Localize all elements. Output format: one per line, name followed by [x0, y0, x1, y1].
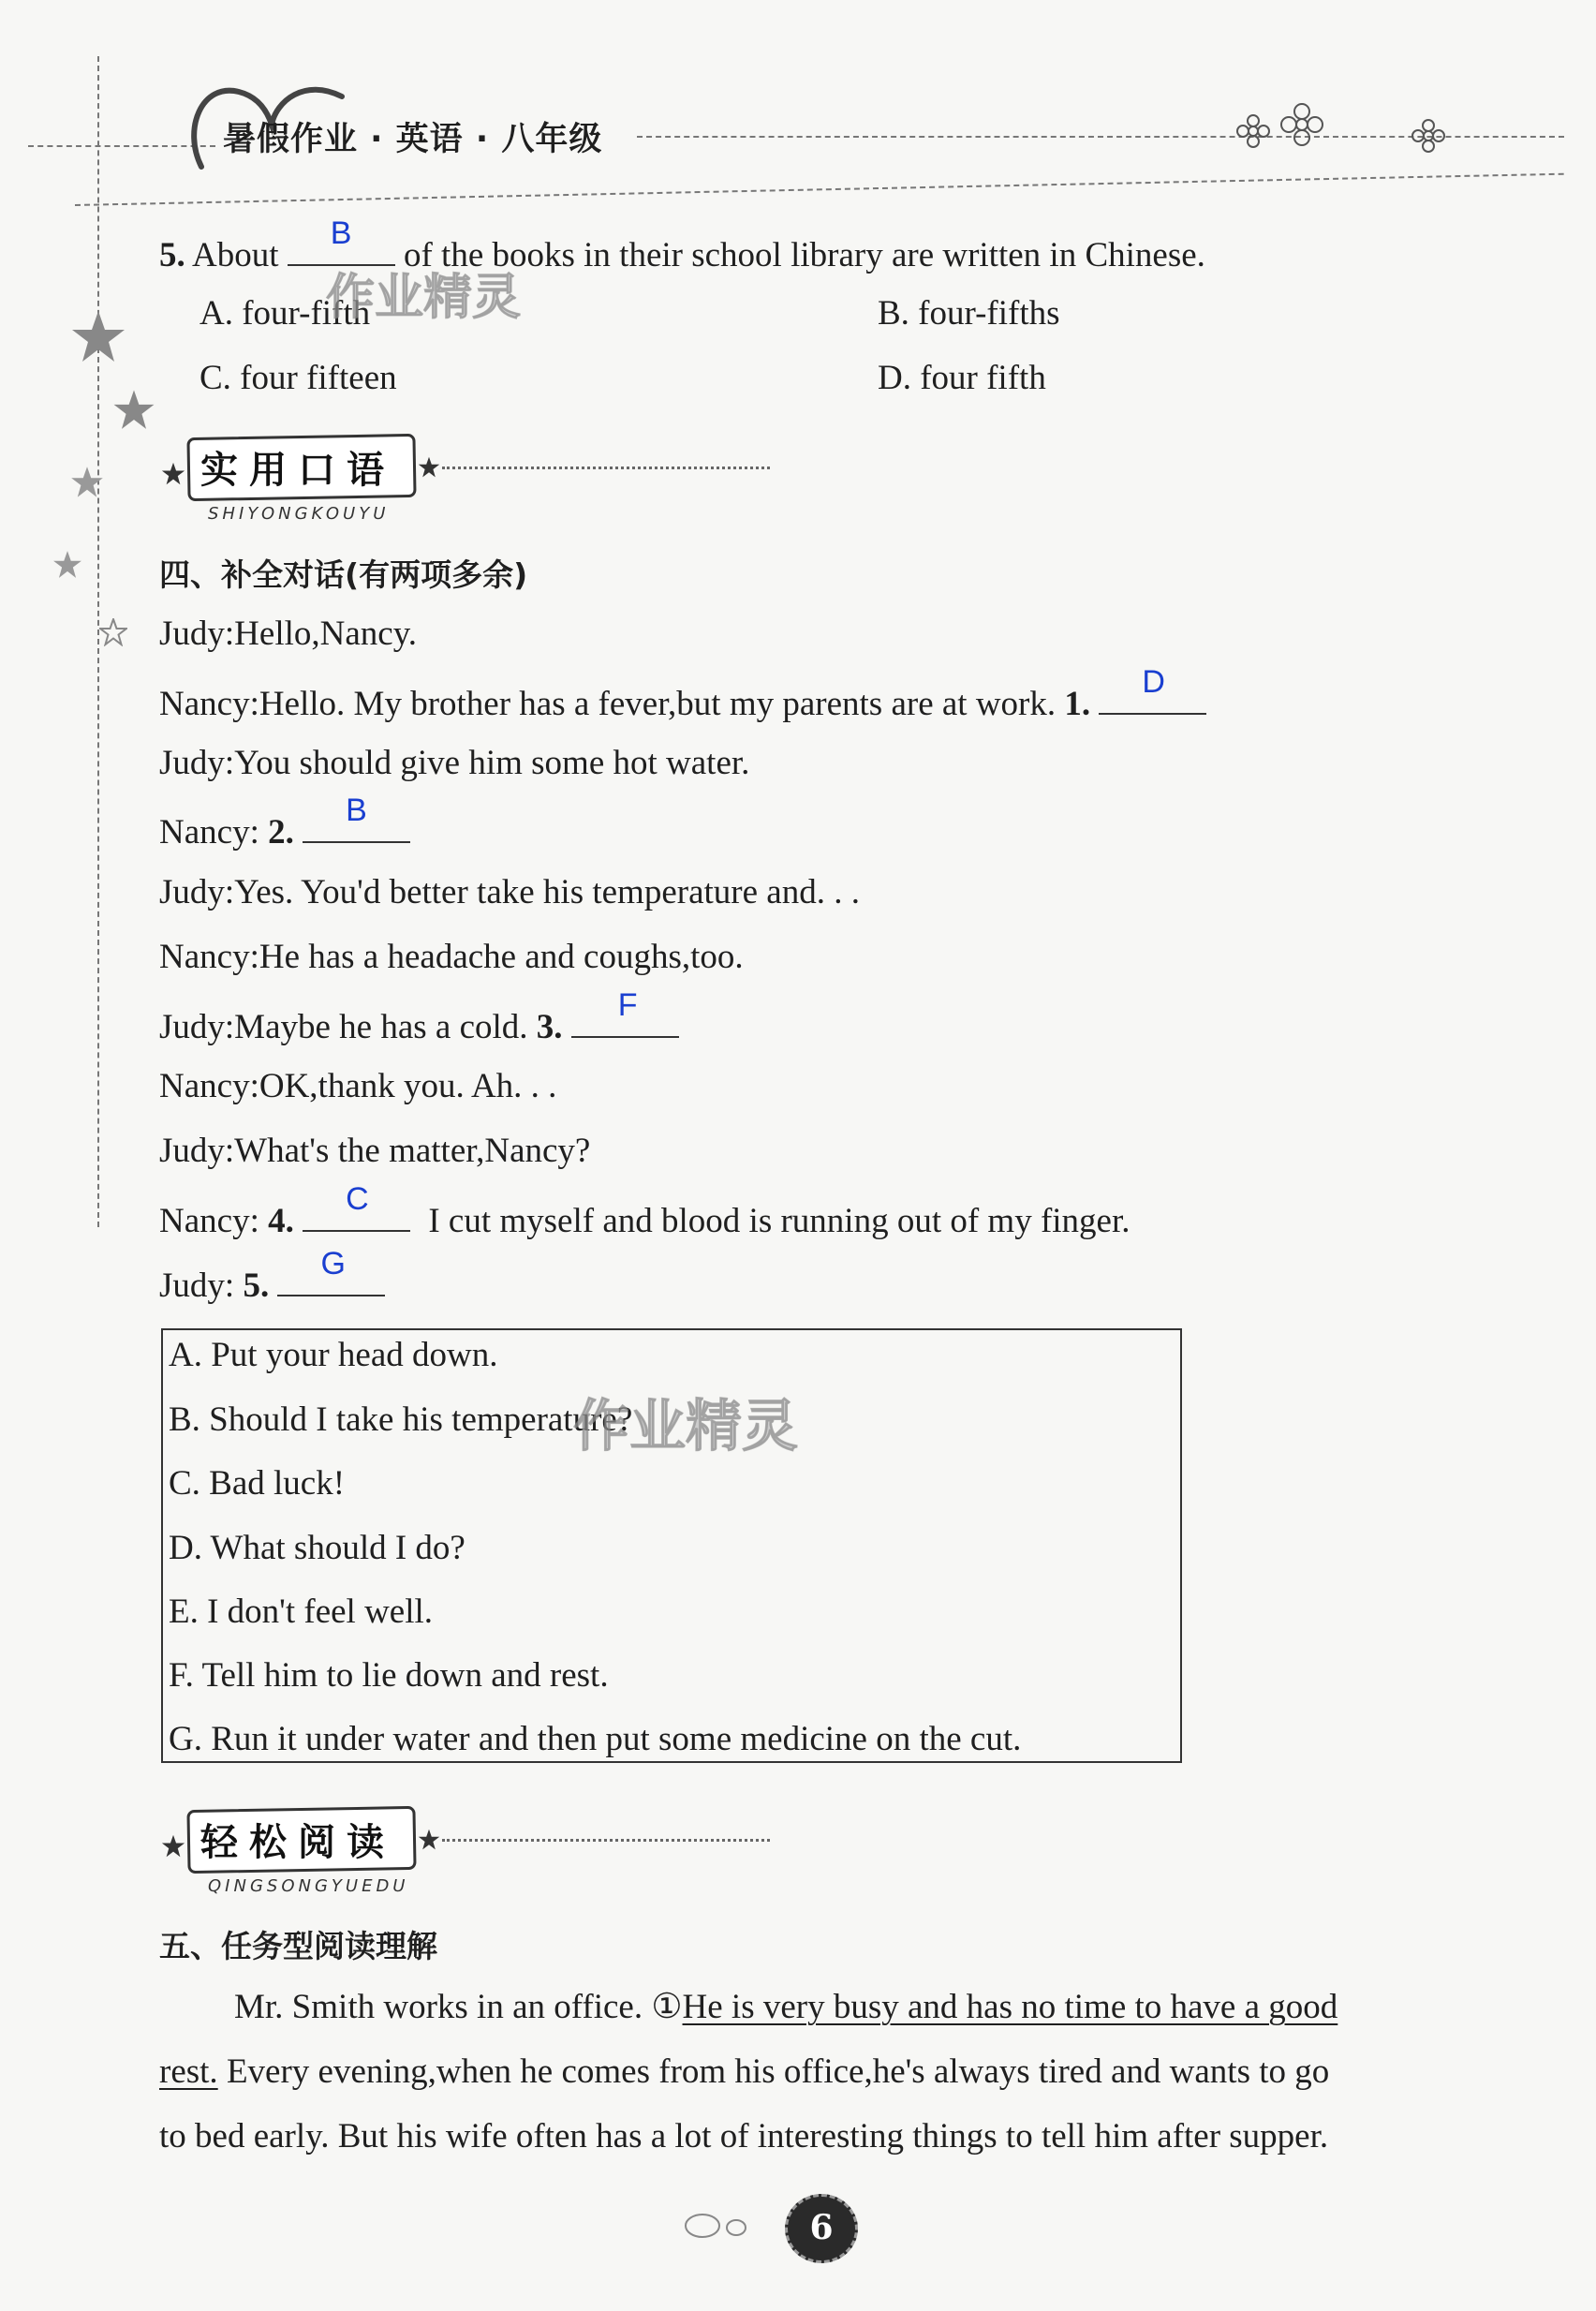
question-number: 5. — [159, 236, 185, 274]
star-outline-icon — [99, 618, 127, 646]
dialogue-option-b: B. Should I take his temperature? — [169, 1400, 633, 1439]
watermark: 作业精灵 — [326, 270, 522, 326]
dialogue-option-d: D. What should I do? — [169, 1529, 466, 1567]
star-icon — [52, 550, 82, 580]
dialogue-line-3: Judy:You should give him some hot water. — [159, 744, 750, 782]
header-dash-lower — [75, 173, 1564, 206]
answer-blank-5[interactable] — [277, 1246, 385, 1296]
dialogue-line-2 — [159, 664, 1206, 723]
section5-pinyin: QINGSONGYUEDU — [208, 1876, 409, 1896]
dialogue-text: Nancy: — [159, 1202, 259, 1240]
option-b: B. four-fifths — [878, 294, 1060, 333]
blank-number: 1. — [1064, 685, 1091, 723]
blank-number: 3. — [536, 1008, 563, 1046]
dialogue-option-f: F. Tell him to lie down and rest. — [169, 1656, 609, 1695]
underlined-sentence-end: rest. — [159, 2052, 218, 2091]
watermark: 作业精灵 — [573, 1394, 798, 1459]
blank-number: 2. — [268, 813, 294, 852]
answer-blank-3[interactable] — [571, 987, 679, 1038]
star-small-icon — [418, 1829, 440, 1851]
answer-text: D — [1142, 664, 1165, 700]
dialogue-line-11 — [159, 1246, 385, 1305]
answer-text: C — [346, 1181, 369, 1217]
dialogue-option-e: E. I don't feel well. — [169, 1593, 434, 1631]
answer-text: G — [320, 1246, 346, 1281]
dialogue-option-c: C. Bad luck! — [169, 1464, 346, 1503]
star-small-icon — [161, 462, 185, 486]
blank-number: 4. — [268, 1202, 294, 1240]
section5-dotted-rule — [442, 1839, 770, 1842]
answer-text: B — [330, 215, 352, 251]
dialogue-line-8: Nancy:OK,thank you. Ah. . . — [159, 1067, 557, 1105]
dialogue-line-10 — [159, 1181, 1130, 1240]
dialogue-text-after: I cut myself and blood is running out of my finger. — [428, 1202, 1130, 1240]
option-d: D. four fifth — [878, 359, 1046, 397]
answer-blank-2[interactable] — [303, 793, 410, 843]
answer-text: B — [346, 793, 367, 828]
star-small-icon — [161, 1834, 185, 1859]
blank-number: 5. — [243, 1267, 270, 1305]
question-text-before: About — [191, 236, 279, 274]
section4-banner: 实用口语 — [200, 448, 395, 492]
dialogue-line-5: Judy:Yes. You'd better take his temperature and. . . — [159, 873, 860, 911]
question-text-after: of the books in their school library are written in Chinese. — [403, 236, 1205, 274]
dialogue-line-7 — [159, 987, 679, 1046]
answer-blank-4[interactable] — [303, 1181, 410, 1232]
option-a: A. four-fifth — [200, 294, 371, 333]
flower-decoration-icon — [1227, 98, 1470, 164]
star-icon — [70, 466, 104, 499]
answer-blank-1[interactable] — [1099, 664, 1206, 715]
passage-line-2 — [159, 2054, 1329, 2089]
section5-banner: 轻松阅读 — [200, 1820, 395, 1864]
option-c: C. four fifteen — [200, 359, 397, 397]
dialogue-text: Nancy: — [159, 813, 259, 852]
section5-heading: 五、任务型阅读理解 — [159, 1928, 437, 1964]
star-icon — [70, 309, 126, 365]
underlined-sentence: He is very busy and has no time to have a good — [682, 1988, 1338, 2026]
section4-dotted-rule — [442, 467, 770, 469]
dialogue-text: Nancy:Hello. My brother has a fever,but my parents are at work. — [159, 685, 1057, 723]
dialogue-line-1: Judy:Hello,Nancy. — [159, 615, 418, 653]
section4-pinyin: SHIYONGKOUYU — [208, 504, 390, 524]
dialogue-option-g: G. Run it under water and then put some medicine on the cut. — [169, 1720, 1022, 1758]
header-title: 暑假作业 · 英语 · 八年级 — [223, 121, 603, 158]
passage-line-1 — [234, 1990, 1337, 2024]
dialogue-option-a: A. Put your head down. — [169, 1336, 498, 1374]
star-small-icon — [418, 456, 440, 479]
dialogue-line-6: Nancy:He has a headache and coughs,too. — [159, 938, 744, 976]
dialogue-line-9: Judy:What's the matter,Nancy? — [159, 1132, 591, 1170]
passage-text: Mr. Smith works in an office. ① — [234, 1988, 683, 2026]
answer-text: F — [617, 987, 638, 1023]
passage-line-3: to bed early. But his wife often has a lot of interesting things to tell him after supper. — [159, 2117, 1329, 2155]
passage-text: Every evening,when he comes from his office,he's always tired and wants to go — [226, 2052, 1330, 2091]
page-number: 6 — [809, 2208, 834, 2247]
dialogue-line-4 — [159, 793, 410, 852]
question-5 — [159, 215, 1205, 274]
star-icon — [112, 389, 155, 432]
dialogue-text: Judy: — [159, 1267, 235, 1305]
section4-heading: 四、补全对话(有两项多余) — [159, 556, 528, 593]
dialogue-text: Judy:Maybe he has a cold. — [159, 1008, 528, 1046]
